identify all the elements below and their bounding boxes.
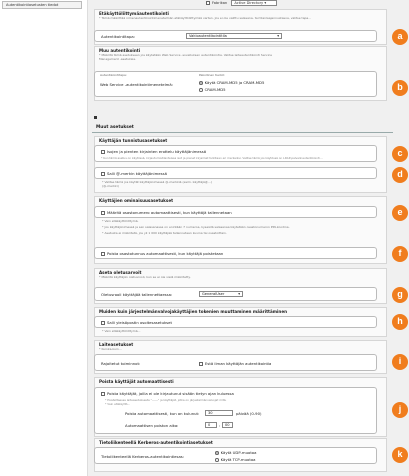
auto-delete-minute-input[interactable] <box>222 422 233 428</box>
callout-c: c <box>392 146 408 162</box>
row-note: * Asetusta ei määritetä, jos yli 1 000 käyttäjää tallennetaan kuvina tai osastoittain. <box>102 231 227 235</box>
row-note: * Poistettaessa laiteasetuksesta "------" ja käyttäjät, jotka on järjestelmänvalvojat mitä. <box>105 398 227 402</box>
section-title: Tietoliikenteellä Kerberos-autentikointiasetukset <box>99 440 213 445</box>
callout-a: a <box>392 29 408 45</box>
address-book-checkbox[interactable] <box>101 320 172 325</box>
section-title: Muu autentikointi <box>99 48 141 53</box>
row-note: * Kun tämä asetus on käytössä, kirjautumistilanteissa isot ja pienet kirjaimet tulkitaan eri merkeiksi. Valitse tämä jos käytössä on LDAP-palvelinautentikointi... <box>101 156 323 160</box>
auto-delete-checkbox[interactable] <box>101 391 234 396</box>
case-sensitive-checkbox[interactable] <box>101 149 206 154</box>
checkbox-icon <box>101 211 105 215</box>
default-role-row <box>94 287 377 301</box>
web-service-auth-label: Web Service -autentikointimenetelmä: <box>100 82 173 87</box>
auth-method-label: Autentikointitapa: <box>101 34 136 39</box>
auto-delete-days-input[interactable] <box>205 410 233 416</box>
address-book-row <box>94 316 377 328</box>
radio-label: CRAM-MD5 <box>204 87 226 92</box>
collapse-icon[interactable] <box>94 116 97 119</box>
allow-at-row <box>94 167 377 179</box>
auto-delete-time-label: Automaattisen poiston aika: <box>125 423 179 428</box>
checkbox-icon <box>101 172 105 176</box>
restricted-functions-row <box>94 354 377 371</box>
checkbox-label: Salli yleisöpostin osoitesasetukset <box>107 320 172 325</box>
restricted-functions-checkbox[interactable] <box>199 361 271 366</box>
case-sensitive-row <box>94 145 377 162</box>
sidebar-item-auth-settings[interactable]: Autentikointiasetusten tiedot <box>2 1 82 9</box>
section-title: Etäkäyttöliittymäautentikointi <box>99 11 169 16</box>
default-role-select[interactable]: GeneralUser ▾ <box>199 291 243 297</box>
fabrikan-checkbox[interactable] <box>206 1 210 5</box>
other-auth-row <box>94 71 377 97</box>
auto-delete-hour-input[interactable] <box>205 422 217 428</box>
callout-e: e <box>392 205 408 221</box>
callout-f: f <box>392 246 408 262</box>
radio-icon <box>215 458 219 462</box>
divider <box>92 132 393 133</box>
callout-b: b <box>392 80 408 96</box>
top-fragment <box>206 0 277 6</box>
callout-h: h <box>392 314 408 330</box>
checkbox-label: Poista käyttäjät, joilla ei ole kirjautunut sisään tietyn ajan kuluessa <box>107 391 234 396</box>
callout-k: k <box>392 447 408 463</box>
section-note: * Tämä määrittää nimenautentikointimenetelmän etäkäyttöliittymää varten. Jos ei ole valittu salasana- tai tilanlaajennustasoa, valitse tapa... <box>99 16 312 20</box>
callout-g: g <box>392 287 408 303</box>
row-note: * Jos käyttäjänimessä ja sen salasanassa on enintään 7 numeroa, kyseistä salasanaa käytetään osastonumeron PIN-koodina. <box>102 225 290 229</box>
main-panel <box>88 0 409 476</box>
fabrikan-label: Fabrikan <box>212 1 228 5</box>
radio-icon <box>199 81 203 85</box>
section-title: Laiteasetukset <box>99 342 134 347</box>
row-note: * Vain etäkäyttö... <box>105 402 131 406</box>
radio-label: Käytä UDP-muotoa <box>220 450 257 455</box>
other-settings-heading: Muut asetukset <box>96 125 134 130</box>
auto-delete-row <box>94 387 377 434</box>
allow-at-checkbox[interactable] <box>101 171 167 176</box>
checkbox-label: Määritä osastonumero automaattisesti, kun käyttäjä tallennetaan <box>107 210 232 215</box>
radio-udp[interactable] <box>215 450 256 455</box>
section-title: Poista käyttäjät automaattisesti <box>99 379 174 384</box>
days-unit: päivää (0-90) <box>236 411 262 416</box>
days-value: 30 <box>208 411 213 415</box>
hour-value: 0 <box>208 423 211 427</box>
checkbox-label: Salli @-merkin käyttäjänimessä <box>107 171 167 176</box>
section-title: Käyttäjän tunnistusasetukset <box>99 138 168 143</box>
delete-dept-checkbox[interactable] <box>101 251 223 256</box>
register-dept-row <box>94 206 377 218</box>
section-title: Muiden kuin järjestelmänvalvojakäyttäjien tokenien muuttaminen määrittäminen <box>99 309 288 314</box>
default-role-value: GeneralUser <box>202 292 225 296</box>
checkbox-icon <box>199 362 203 366</box>
radio-label: Käytä TCP-muotoa <box>220 457 256 462</box>
checkbox-icon <box>101 150 105 154</box>
row-note: (@-merkki) <box>102 184 119 188</box>
delete-dept-row <box>94 247 377 259</box>
section-note: * Määritä käyttäjän oletusrooli, kun se ei ole vielä määritetty. <box>99 275 191 279</box>
checkbox-icon <box>101 321 105 325</box>
auto-delete-days-label: Poista automaattisesti, kun on kulunut: <box>125 411 200 416</box>
section-title: Aseta oletusarvoit <box>99 270 142 275</box>
row-note: * Vain etäkäyttöliittymä. <box>102 219 139 223</box>
section-note: * Kuinka-kuin... <box>99 347 122 351</box>
register-dept-checkbox[interactable] <box>101 210 232 215</box>
checkbox-label: Isojen ja pienten kirjainten erottelu käyttäjänimessä <box>107 149 207 154</box>
time-separator: : <box>219 423 221 428</box>
radio-label: Käytä CRAM-MD5 ja CRAM-MD5 <box>204 80 265 85</box>
auth-method-select[interactable]: Vakioautentikointitila ▾ <box>186 33 282 39</box>
row-note: * Vain etäkäyttöliittymä... <box>102 329 141 333</box>
section-note: * Määritä tämä asetukseen jos käytetään Web Service -sovelluksen autentikointia. Valitse laiteautentikointi Service <box>99 53 273 57</box>
default-role-label: Oletusrooli käyttäjää tallennettaessa: <box>101 292 173 297</box>
directory-select-value: Active Directory <box>234 1 264 5</box>
row-note: * Valitse tämä jos käytät käyttäjänimessä @-merkkiä (esim. käyttäjä@...) <box>102 180 212 184</box>
directory-select[interactable]: Active Directory ▾ <box>231 0 277 6</box>
other-auth-small-right: Pakollinen tiedot: <box>199 73 225 77</box>
section-title: Käyttäjien ominaisuusasetukset <box>99 198 174 203</box>
checkbox-label: Estä ilman käyttäjän autentikointia <box>205 361 272 366</box>
kerberos-label: Tietoliikenteellä Kerberos-autentikointiesas: <box>101 454 185 459</box>
radio-cram-md5[interactable] <box>199 87 226 92</box>
checkbox-label: Poista osastotunnus automaattisesti, kun käyttäjä poistetaan <box>107 251 224 256</box>
auth-method-row <box>94 30 377 42</box>
other-auth-small-label: Autentikointitapa: <box>100 73 127 77</box>
checkbox-icon <box>101 252 105 256</box>
callout-i: i <box>392 354 408 370</box>
callout-d: d <box>392 167 408 183</box>
minute-value: 00 <box>225 423 230 427</box>
radio-icon <box>215 451 219 455</box>
section-note: Management -asetuksia. <box>99 57 137 61</box>
auth-method-value: Vakioautentikointitila <box>189 34 227 38</box>
sidebar <box>0 0 88 476</box>
restricted-functions-label: Rajoitetut toiminnot: <box>101 361 141 366</box>
kerberos-row <box>94 447 377 464</box>
callout-j: j <box>392 402 408 418</box>
radio-cram-md5-both[interactable] <box>199 80 264 85</box>
radio-icon <box>199 88 203 92</box>
radio-tcp[interactable] <box>215 457 256 462</box>
checkbox-icon <box>101 392 105 396</box>
